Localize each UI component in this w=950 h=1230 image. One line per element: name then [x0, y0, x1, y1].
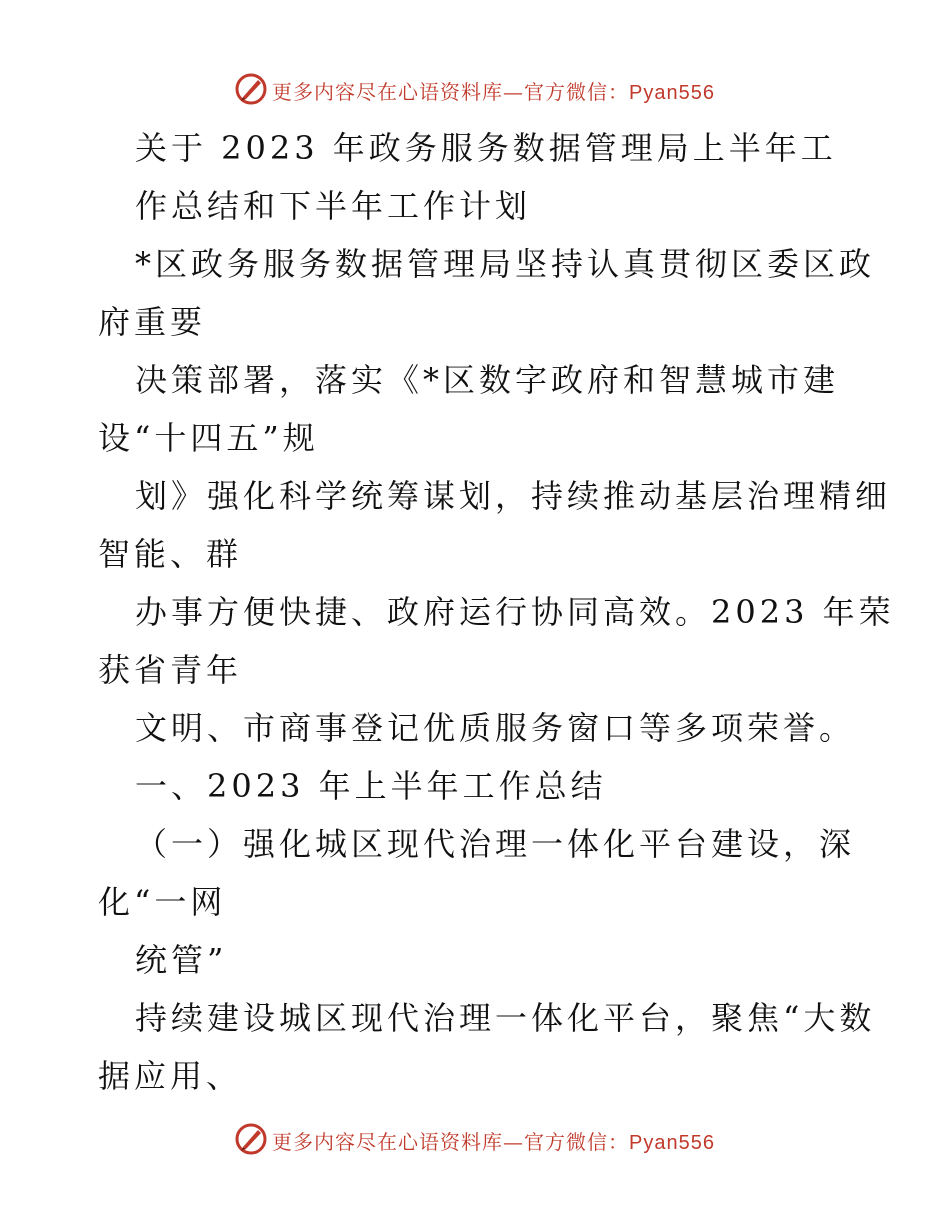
watermark-wechat: 官方微信：Pyan556	[524, 1132, 715, 1154]
body-line: 办事方便快捷、政府运行协同高效。2023 年荣	[135, 593, 895, 631]
watermark-banner-top	[0, 70, 950, 110]
quill-logo-icon	[234, 72, 268, 106]
watermark-text	[272, 1126, 715, 1155]
subsection-heading: （一）强化城区现代治理一体化平台建设，深	[135, 825, 856, 863]
body-line: 文明、市商事登记优质服务窗口等多项荣誉。	[135, 709, 856, 747]
watermark-banner-bottom	[0, 1120, 950, 1160]
body-line: 设“十四五”规	[98, 419, 319, 457]
subsection-heading-cont: 化“一网	[98, 883, 227, 921]
body-line: 智能、群	[98, 535, 243, 573]
subsection-heading-cont: 统管”	[135, 941, 228, 979]
watermark-dash: —	[503, 1130, 524, 1154]
body-line: 据应用、	[98, 1057, 243, 1095]
body-line: 获省青年	[98, 651, 243, 689]
section-heading: 一、2023 年上半年工作总结	[135, 767, 607, 805]
body-line: 持续建设城区现代治理一体化平台，聚焦“大数	[135, 999, 876, 1037]
watermark-library: 更多内容尽在心语资料库	[272, 1130, 503, 1154]
title-line-1: 关于 2023 年政务服务数据管理局上半年工	[135, 129, 837, 167]
body-line: *区政务服务数据管理局坚持认真贯彻区委区政	[135, 245, 876, 283]
body-line: 划》强化科学统筹谋划，持续推动基层治理精细	[135, 477, 892, 515]
watermark-text	[272, 76, 715, 105]
body-line: 决策部署，落实《*区数字政府和智慧城市建	[135, 361, 840, 399]
body-line: 府重要	[98, 303, 207, 341]
watermark-wechat: 官方微信：Pyan556	[524, 82, 715, 104]
quill-logo-icon	[234, 1122, 268, 1156]
watermark-dash: —	[503, 80, 524, 104]
watermark-library: 更多内容尽在心语资料库	[272, 80, 503, 104]
title-line-2: 作总结和下半年工作计划	[135, 187, 532, 225]
